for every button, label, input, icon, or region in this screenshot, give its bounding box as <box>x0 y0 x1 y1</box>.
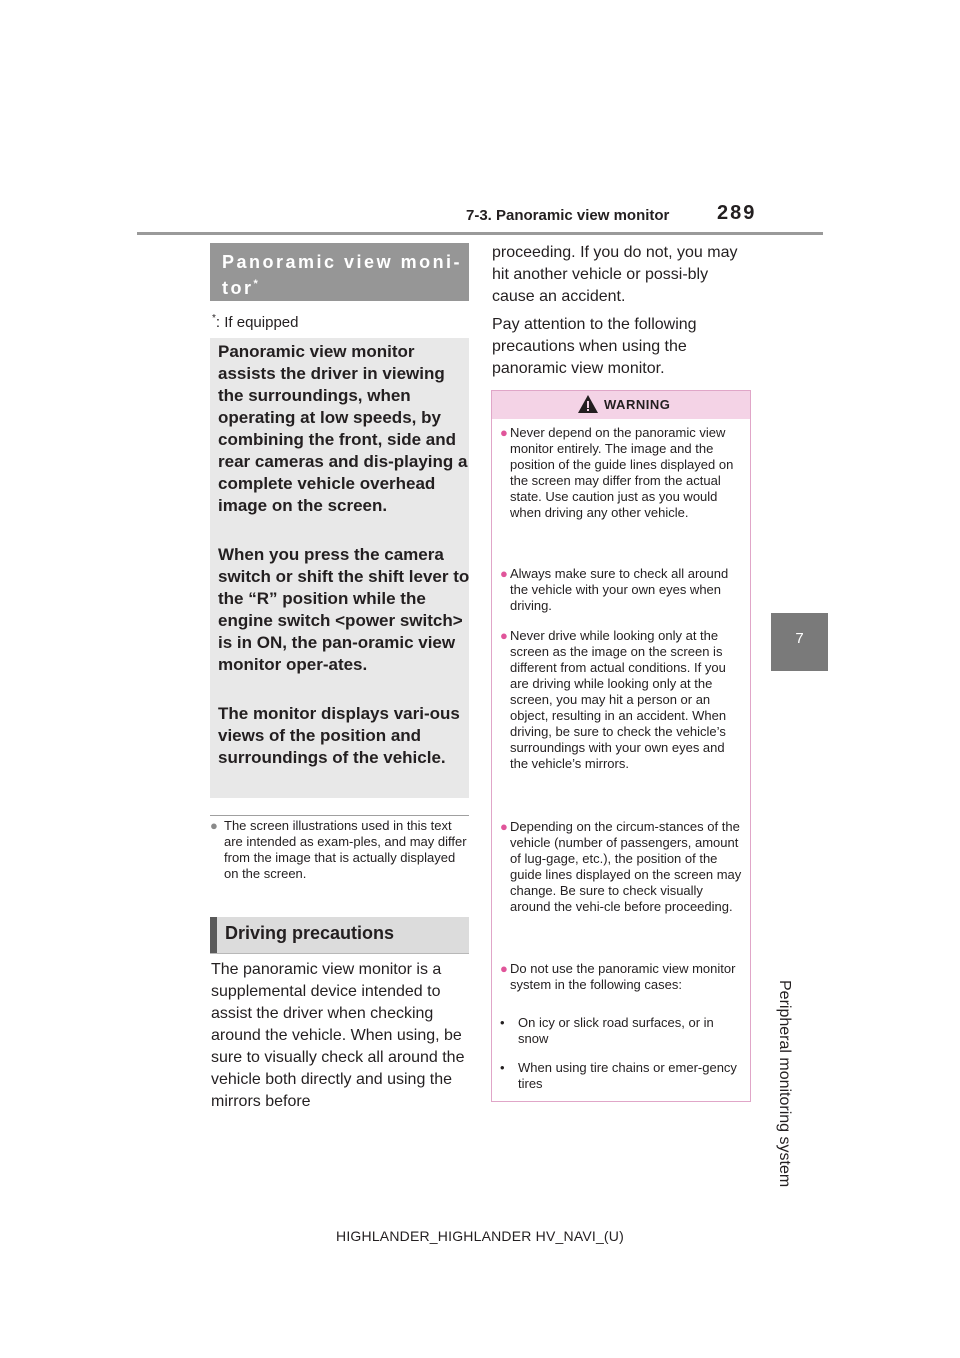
footnote-text: : If equipped <box>215 314 299 331</box>
chapter-number: 7 <box>795 630 804 647</box>
bullet-circle-icon: ● <box>500 566 508 581</box>
equipment-footnote <box>212 313 298 331</box>
warning-text: Never depend on the panoramic view monitor entirely. The image and the position of the guide lines displayed on the screen may differ from the actual state. Use caution just as you would when driving any other vehicle. <box>510 425 734 520</box>
bullet-dot-icon: • <box>500 1060 505 1075</box>
intro-box <box>210 338 469 798</box>
intro-paragraph: The monitor displays vari-ous views of the position and surroundings of the vehicle. <box>218 704 460 767</box>
warning-box <box>491 390 751 1102</box>
bullet-circle-icon: ● <box>210 818 218 833</box>
warning-text: Always make sure to check all around the vehicle with your own eyes when driving. <box>510 566 729 613</box>
note-divider <box>210 815 469 816</box>
chapter-title: Peripheral monitoring system <box>776 980 793 1188</box>
bullet-circle-icon: ● <box>500 425 508 440</box>
body-paragraph: Pay attention to the following precautions when using the panoramic view monitor. <box>492 316 697 377</box>
warning-subitem-text: On icy or slick road surfaces, or in snow <box>518 1015 714 1046</box>
section-heading-driving-precautions <box>210 917 469 954</box>
chapter-tab[interactable] <box>771 613 828 671</box>
bullet-circle-icon: ● <box>500 628 508 643</box>
bullet-circle-icon: ● <box>500 961 508 976</box>
intro-paragraph: When you press the camera switch or shift the shift lever to the “R” position while the engine switch <power switch> is in ON, the pan-oramic view monitor oper-ates. <box>218 545 470 674</box>
bullet-circle-icon: ● <box>500 819 508 834</box>
heading-accent-bar <box>210 917 217 953</box>
warning-header <box>492 391 750 419</box>
bullet-dot-icon: • <box>500 1015 505 1030</box>
page-number: 289 <box>717 202 757 224</box>
note-text: The screen illustrations used in this text are intended as exam-ples, and may differ from the image that is actually displayed on the screen. <box>224 818 467 881</box>
header-divider <box>137 232 823 235</box>
heading-text: Driving precautions <box>225 923 395 943</box>
section-heading-panoramic-view-monitor <box>210 243 469 301</box>
warning-text: Do not use the panoramic view monitor system in the following cases: <box>510 961 736 992</box>
section-title: 7-3. Panoramic view monitor <box>466 207 670 224</box>
warning-triangle-icon <box>577 394 599 414</box>
footnote-asterisk: * <box>212 313 216 324</box>
warning-title: WARNING <box>604 397 671 412</box>
document-footer: HIGHLANDER_HIGHLANDER HV_NAVI_(U) <box>336 1228 624 1244</box>
heading-line-1: Panoramic view moni- <box>222 252 463 272</box>
warning-subitem-text: When using tire chains or emer-gency tires <box>518 1060 737 1091</box>
heading-asterisk: * <box>253 278 258 290</box>
warning-text: Never drive while looking only at the screen as the image on the screen is different from actual conditions. If you are driving while looking only at the screen, you may hit a person or an object, resulting in an accident. When driving, be sure to check the vehicle’s surroundings with your own eyes and the vehicle’s mirrors. <box>510 628 727 771</box>
intro-paragraph: Panoramic view monitor assists the driver in viewing the surroundings, when operating at low speeds, by combining the front, side and rear cameras and dis-playing a complete vehicle overhead image on the screen. <box>218 342 468 515</box>
heading-line-2: tor <box>222 278 254 298</box>
body-paragraph-continued: proceeding. If you do not, you may hit another vehicle or possi-bly cause an accident. <box>492 244 738 305</box>
warning-text: Depending on the circum-stances of the vehicle (number of passengers, amount of lug-gage, etc.), the position of the guide lines displayed on the screen may change. Be sure to check visually around the vehi-cle before proceeding. <box>510 819 742 914</box>
body-paragraph: The panoramic view monitor is a supplemental device intended to assist the driver when checking around the vehicle. When using, be sure to visually check all around the vehicle both directly and using the mirrors before <box>211 961 465 1110</box>
